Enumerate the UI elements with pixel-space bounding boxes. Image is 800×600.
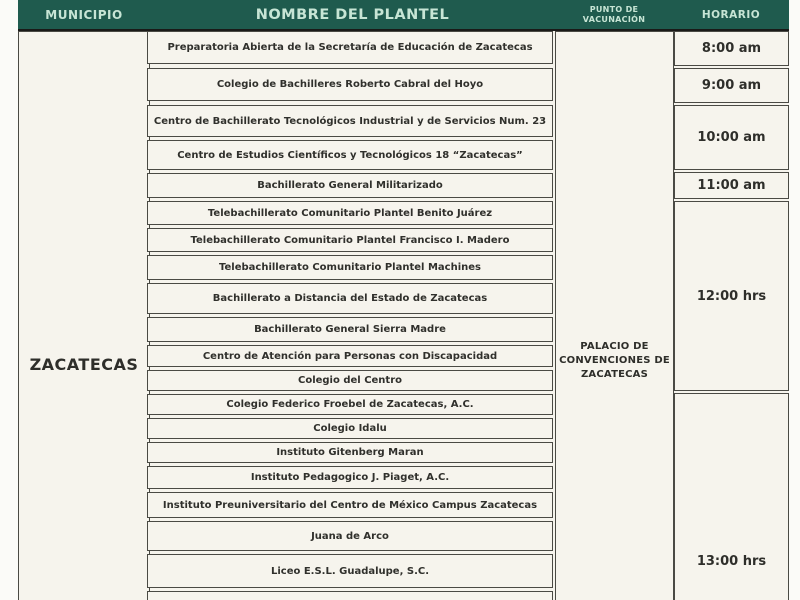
horario-cell	[674, 31, 789, 66]
plantel-name: Centro de Bachillerato Tecnológicos Industrial y de Servicios Num. 23	[153, 115, 547, 127]
table-row	[147, 173, 553, 198]
table-row	[147, 317, 553, 342]
horario-cell	[674, 201, 789, 391]
municipio-value: ZACATECAS	[29, 355, 139, 374]
plantel-name: Bachillerato a Distancia del Estado de Zacatecas	[212, 293, 488, 304]
plantel-name: Telebachillerato Comunitario Plantel Benito Juárez	[207, 207, 493, 219]
plantel-name: Telebachillerato Comunitario Plantel Machines	[219, 262, 481, 273]
horario-value: 11:00 am	[697, 178, 766, 193]
horario-value: 9:00 am	[701, 78, 762, 93]
horario-cell	[674, 68, 789, 103]
plantel-name: Centro de Atención para Personas con Discapacidad	[202, 350, 498, 362]
table-header	[18, 0, 789, 31]
table-row	[147, 370, 553, 391]
table-row	[147, 255, 553, 280]
table-row-partial	[147, 591, 553, 600]
column-header-municipio: MUNICIPIO	[45, 7, 123, 22]
table-row	[147, 394, 553, 415]
table-row	[147, 521, 553, 551]
plantel-name: Bachillerato General Militarizado	[257, 180, 443, 191]
horario-value: 13:00 hrs	[696, 553, 767, 569]
horario-value: 10:00 am	[697, 130, 766, 145]
table-row	[147, 442, 553, 463]
table-row	[147, 283, 553, 314]
table-row	[147, 466, 553, 489]
horario-cell	[674, 105, 789, 170]
horario-value: 8:00 am	[701, 41, 762, 56]
plantel-name: Colegio Idalu	[313, 423, 387, 434]
table-row	[147, 228, 553, 252]
table-row	[147, 345, 553, 367]
table-row	[147, 492, 553, 518]
plantel-name: Instituto Gitenberg Maran	[276, 447, 424, 458]
table-row	[147, 105, 553, 137]
plantel-name: Instituto Preuniversitario del Centro de México Campus Zacatecas	[162, 499, 538, 511]
horario-cell	[674, 393, 789, 600]
horario-cell	[674, 172, 789, 199]
table-row	[147, 140, 553, 170]
punto-vacunacion-cell	[555, 31, 674, 600]
column-header-horario: HORARIO	[701, 8, 761, 21]
column-header-nombre-del-plantel: NOMBRE DEL PLANTEL	[255, 6, 450, 23]
municipio-cell	[18, 31, 150, 600]
horario-value: 12:00 hrs	[696, 288, 767, 304]
plantel-name: Liceo E.S.L. Guadalupe, S.C.	[270, 565, 430, 577]
column-header-punto-de-vacunacion: PUNTO DE VACUNACIÓN	[582, 4, 646, 24]
plantel-name: Preparatoria Abierta de la Secretaría de Educación de Zacatecas	[167, 42, 533, 53]
plantel-name: Bachillerato General Sierra Madre	[254, 324, 446, 335]
plantel-name: Juana de Arco	[311, 530, 389, 542]
table-row	[147, 31, 553, 64]
punto-vacunacion-value: PALACIO DE CONVENCIONES DE ZACATECAS	[559, 341, 670, 380]
plantel-name: Telebachillerato Comunitario Plantel Francisco I. Madero	[190, 234, 510, 246]
table-row	[147, 201, 553, 225]
table-row	[147, 418, 553, 439]
table-row	[147, 68, 553, 101]
plantel-name: Instituto Pedagogico J. Piaget, A.C.	[250, 472, 450, 483]
plantel-name: Colegio de Bachilleres Roberto Cabral del Hoyo	[216, 79, 484, 90]
plantel-name: Colegio del Centro	[297, 375, 403, 386]
table-row	[147, 554, 553, 588]
plantel-name: Colegio Federico Froebel de Zacatecas, A.C.	[226, 399, 474, 410]
right-margin	[789, 0, 800, 600]
left-margin	[0, 0, 18, 600]
plantel-name: Centro de Estudios Científicos y Tecnológicos 18 “Zacatecas”	[177, 149, 523, 161]
